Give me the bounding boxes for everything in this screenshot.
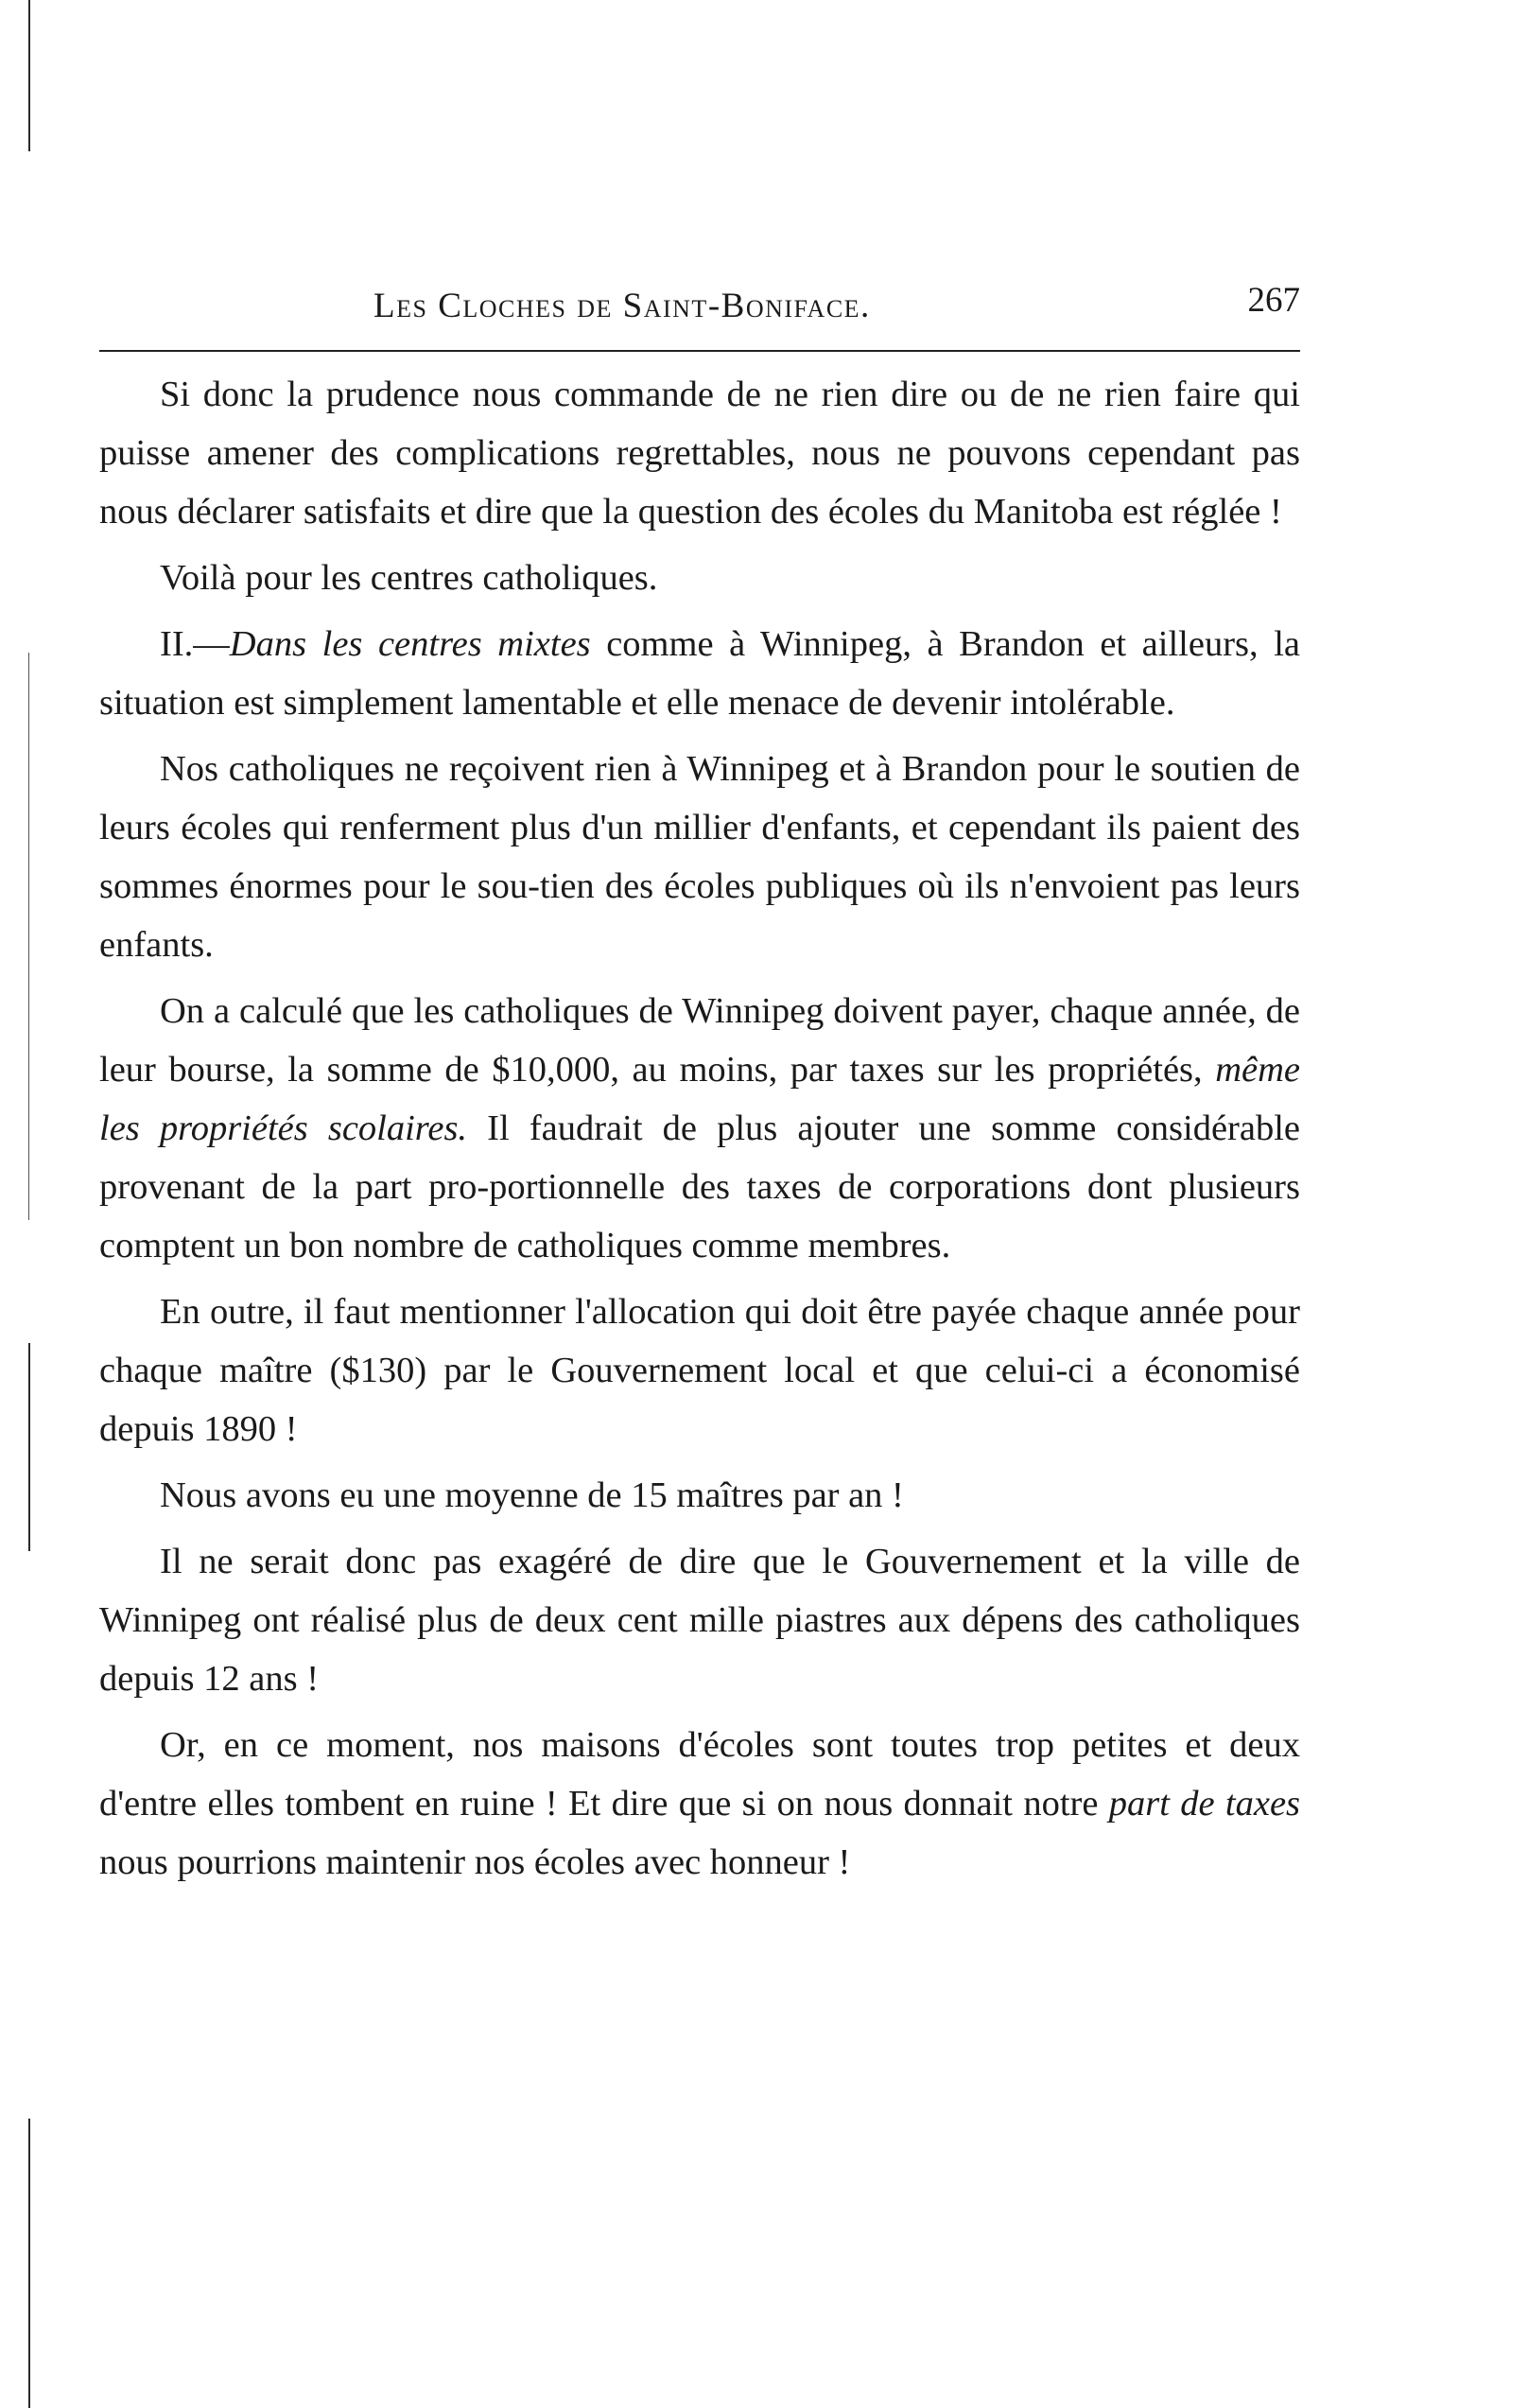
- text-run: Si donc la prudence nous commande de ne rien dire ou de ne rien faire qui puisse amener des complications regrettables, nous ne pouvons cependant pas nous déclarer satisfaits et dire que la question des écoles du Manitoba est réglée !: [99, 375, 1300, 532]
- page-number: 267: [1247, 281, 1300, 320]
- paragraph: [99, 1466, 1300, 1525]
- paragraph: [99, 982, 1300, 1275]
- paragraph: [99, 1283, 1300, 1458]
- scan-edge-mark: [28, 1343, 30, 1551]
- header-rule: [99, 350, 1300, 352]
- running-head: [99, 274, 1300, 331]
- text-run: comme à Winnipeg, à Brandon et ailleurs, la situation est simplement lamentable et elle menace de devenir intolérable.: [99, 624, 1300, 723]
- body-text: [99, 365, 1300, 1892]
- italic-text: part de taxes: [1108, 1784, 1301, 1823]
- paragraph: [99, 1716, 1300, 1892]
- text-run: En outre, il faut mentionner l'allocation qui doit être payée chaque année pour chaque maître ($130) par le Gouvernement local et que celui-ci a économisé depuis 1890 !: [99, 1292, 1300, 1449]
- text-run: Or, en ce moment, nos maisons d'écoles sont toutes trop petites et deux d'entre elles tombent en ruine ! Et dire que si on nous donnait notre: [99, 1725, 1300, 1823]
- scan-edge-mark: [28, 653, 29, 1220]
- scan-edge-mark: [28, 0, 30, 151]
- text-run: nous pourrions maintenir nos écoles avec honneur !: [99, 1842, 851, 1882]
- text-run: Il ne serait donc pas exagéré de dire que le Gouvernement et la ville de Winnipeg ont réalisé plus de deux cent mille piastres aux dépens des catholiques depuis 12 ans !: [99, 1542, 1300, 1699]
- italic-text: Dans les centres mixtes: [229, 624, 591, 664]
- text-run: Il faudrait de plus ajouter une somme considérable provenant de la part pro-portionnelle des taxes de corporations dont plusieurs comptent un bon nombre de catholiques comme membres.: [99, 1108, 1300, 1265]
- scan-edge-mark: [28, 2119, 30, 2408]
- paragraph: [99, 1532, 1300, 1708]
- text-run: On a calculé que les catholiques de Winnipeg doivent payer, chaque année, de leur bourse, la somme de $10,000, au moins, par taxes sur les propriétés,: [99, 991, 1300, 1090]
- paragraph: [99, 740, 1300, 974]
- paragraph: [99, 615, 1300, 732]
- text-run: II.—: [160, 624, 230, 664]
- text-run: Nos catholiques ne reçoivent rien à Winnipeg et à Brandon pour le soutien de leurs écoles qui renferment plus d'un millier d'enfants, et cependant ils paient des sommes énormes pour le sou-tien des écoles publiques où ils n'envoient pas leurs enfants.: [99, 749, 1300, 965]
- italic-text: même les propriétés scolaires.: [99, 1050, 1300, 1148]
- text-run: Voilà pour les centres catholiques.: [160, 558, 658, 598]
- paragraph: [99, 365, 1300, 541]
- book-page: [99, 274, 1300, 1899]
- running-title: Les Cloches de Saint-Boniface.: [373, 287, 871, 325]
- text-run: Nous avons eu une moyenne de 15 maîtres par an !: [160, 1475, 904, 1515]
- paragraph: [99, 549, 1300, 607]
